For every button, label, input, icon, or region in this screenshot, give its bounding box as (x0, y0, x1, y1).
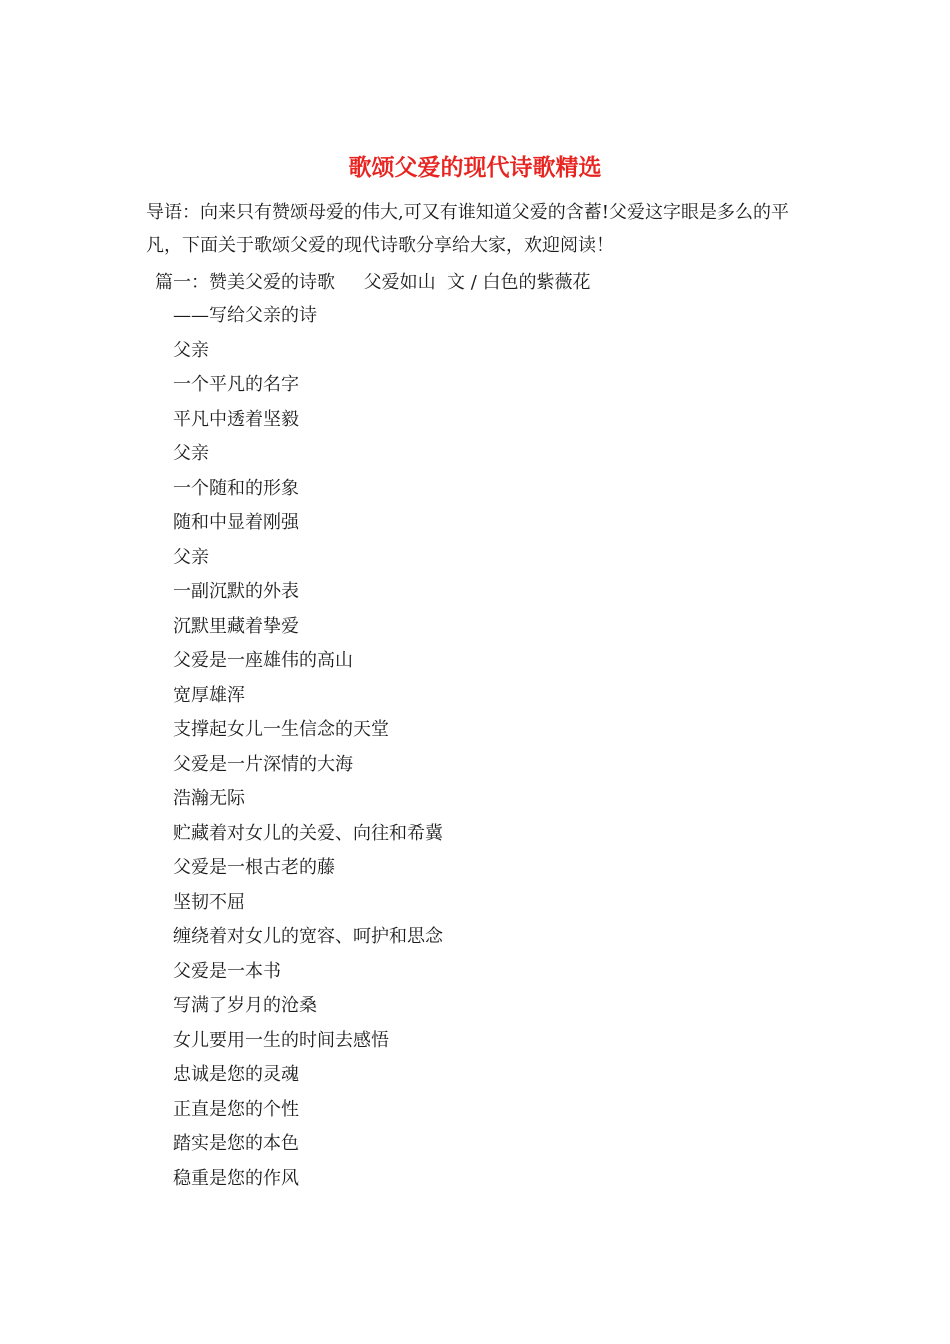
poem-line: 贮藏着对女儿的关爱、向往和希冀 (173, 822, 443, 844)
poem-line: 父爱是一片深情的大海 (173, 753, 353, 775)
poem-line: 浩瀚无际 (173, 788, 245, 809)
poem-line: 父爱是一座雄伟的高山 (173, 650, 353, 671)
poem-line: 平凡中透着坚毅 (173, 408, 299, 430)
poem-line: ——写给父亲的诗 (173, 305, 317, 326)
page-title: 歌颂父爱的现代诗歌精选 (348, 154, 602, 181)
poem-line: 父亲 (173, 443, 209, 464)
poem-line: 稳重是您的作风 (173, 1167, 299, 1189)
poem-line: 缠绕着对女儿的宽容、呵护和思念 (173, 926, 443, 947)
poem-line: 父爱是一根古老的藤 (173, 857, 335, 878)
poem-line: 父亲 (173, 339, 209, 361)
poem-line: 父亲 (173, 546, 209, 568)
poem-line: 父爱是一本书 (173, 960, 281, 982)
poem-line: 正直是您的个性 (173, 1098, 299, 1120)
poem-line: 一个平凡的名字 (173, 374, 299, 395)
poem-line: 女儿要用一生的时间去感悟 (173, 1029, 389, 1051)
poem-line: 宽厚雄浑 (173, 684, 245, 706)
poem-line: 沉默里藏着挚爱 (173, 615, 299, 637)
poem-line: 坚韧不屈 (173, 891, 245, 913)
poem-line: 踏实是您的本色 (173, 1133, 299, 1154)
poem-line: 支撑起女儿一生信念的天堂 (173, 719, 389, 740)
poem-body (173, 299, 443, 1196)
poem-line: 随和中显着刚强 (173, 512, 299, 533)
poem-line: 一副沉默的外表 (173, 581, 299, 602)
poem-line: 写满了岁月的沧桑 (173, 995, 317, 1016)
poem-line: 一个随和的形象 (173, 477, 299, 499)
intro-paragraph: 导语：向来只有赞颂母爱的伟大,可又有谁知道父爱的含蓄!父爱这字眼是多么的平凡，下面关于歌颂父爱的现代诗歌分享给大家，欢迎阅读！ (146, 202, 789, 256)
poem-line: 忠诚是您的灵魂 (173, 1064, 299, 1085)
section-heading: 篇一：赞美父爱的诗歌 父爱如山 文 / 白色的紫薇花 (155, 272, 591, 293)
